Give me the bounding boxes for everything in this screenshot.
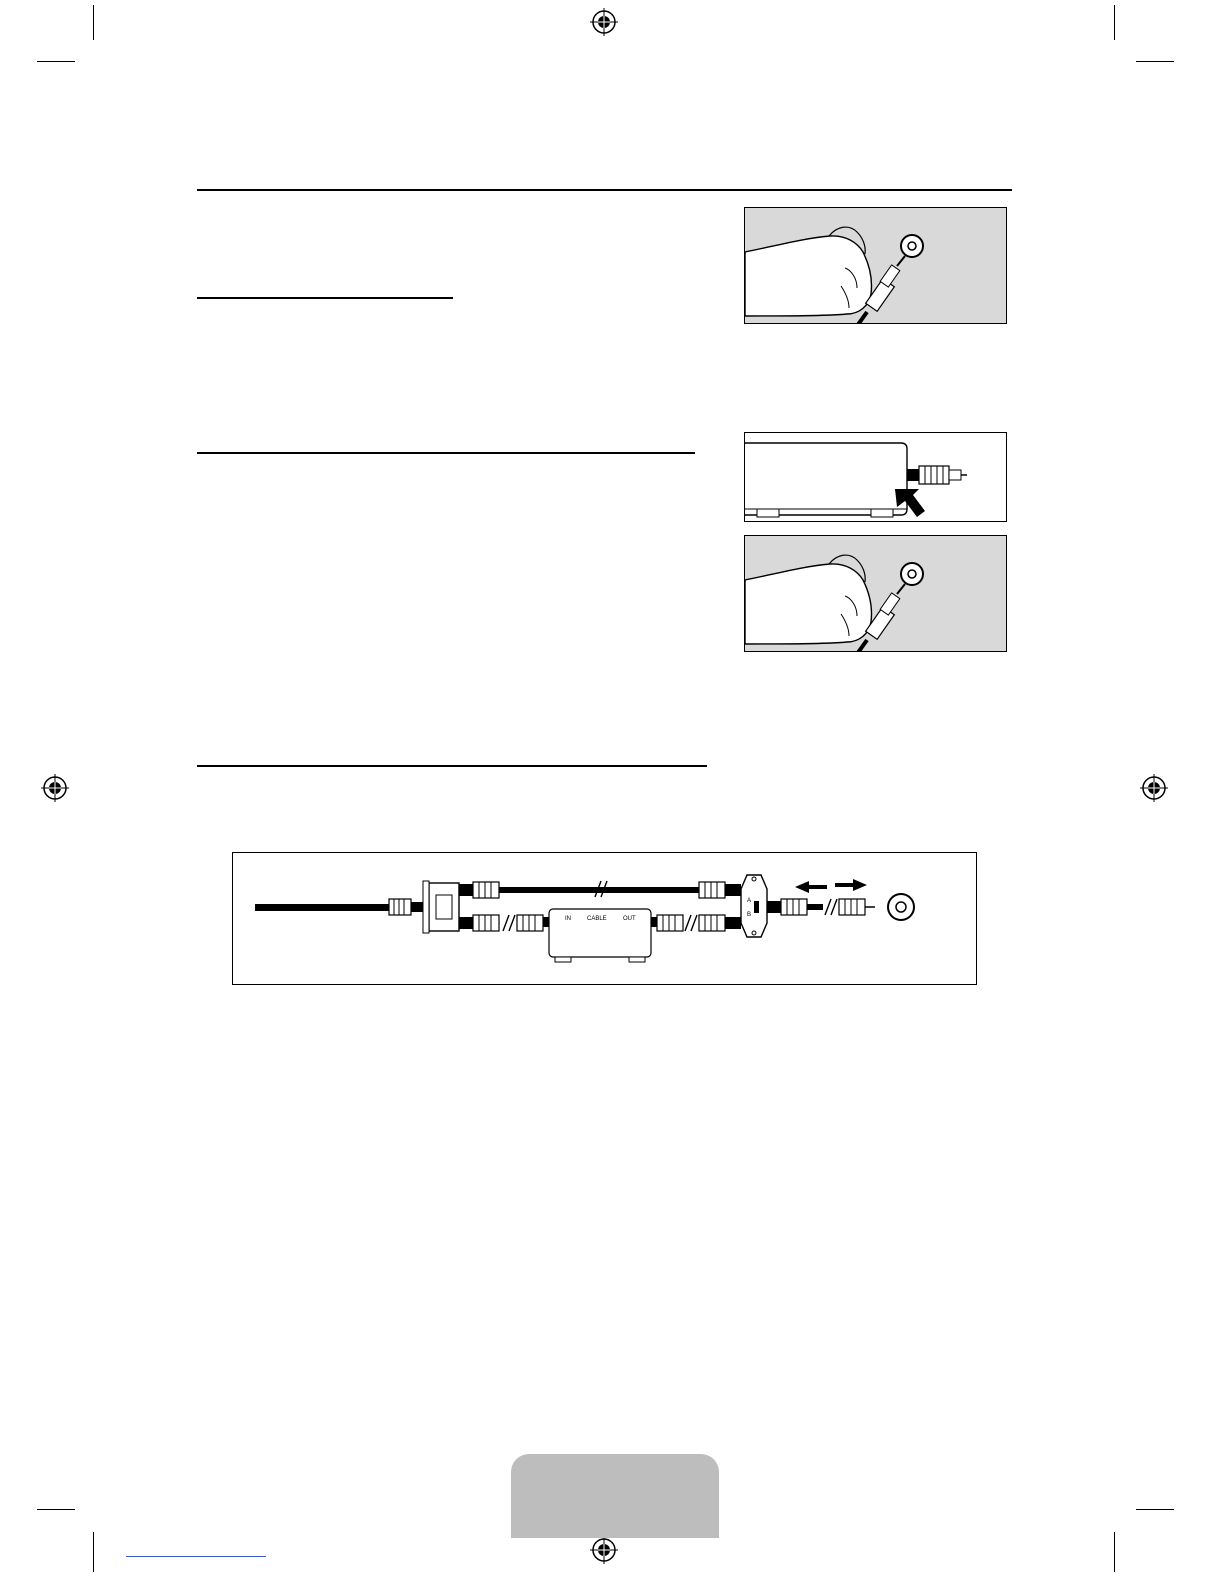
figure-splitter-cable-box-diagram [232, 852, 977, 985]
crop-mark [37, 1509, 75, 1510]
crop-mark [93, 5, 94, 40]
splitter [423, 881, 459, 933]
switch-label-a: A [747, 898, 752, 904]
port-label-cable: CABLE [587, 916, 607, 922]
port-label-in: IN [565, 916, 571, 922]
section-header-rule [197, 189, 1012, 191]
crop-mark [37, 61, 75, 62]
antenna-jack-icon [888, 894, 914, 920]
crop-mark [1114, 1532, 1115, 1572]
arrow-icon [795, 879, 867, 893]
crop-mark [1136, 1509, 1174, 1510]
registration-mark-icon [1140, 774, 1168, 802]
page-number-tab [511, 1454, 719, 1538]
registration-mark-icon [590, 8, 618, 36]
registration-mark-icon [41, 774, 69, 802]
heading-underline [197, 452, 695, 454]
crop-mark [93, 1532, 94, 1572]
rf-switch [741, 875, 781, 937]
crop-mark [1114, 5, 1115, 40]
incoming-cable [255, 904, 389, 911]
crop-mark [1136, 61, 1174, 62]
heading-underline [197, 765, 707, 767]
figure-connect-cable-to-tv [744, 535, 1007, 652]
figure-connect-antenna-cable [744, 207, 1007, 324]
figure-cable-box-output [744, 432, 1007, 522]
cable-box [543, 909, 657, 962]
heading-underline [197, 297, 453, 299]
footer-link-underline [126, 1556, 266, 1557]
port-label-out: OUT [623, 916, 636, 922]
switch-label-b: B [747, 912, 752, 918]
registration-mark-icon [590, 1536, 618, 1564]
